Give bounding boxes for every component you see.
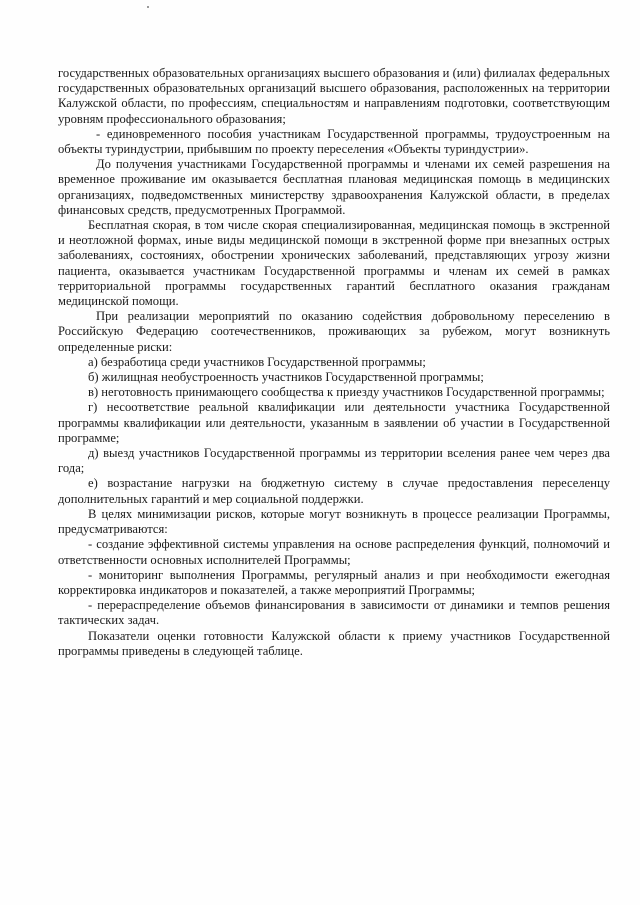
paragraph-emergency-medical-care: Бесплатная скорая, в том числе скорая специализированная, медицинская помощь в экстренной и неотложной формах, иные виды медицинской помощи в экстренной форме при внезапных острых заболеваниях, состояниях, обострении хронических заболеваний, представляющих угрозу жизни пациента, оказывается участникам Государственной программы и членам их семей в рамках территориальной программы государственных гарантий бесплатного оказания гражданам медицинской помощи. bbox=[58, 218, 610, 309]
paragraph-readiness-indicators: Показатели оценки готовности Калужской области к приему участников Государственной программы приведены в следующей таблице. bbox=[58, 628, 610, 658]
paragraph-risk-mitigation-intro: В целях минимизации рисков, которые могут возникнуть в процессе реализации Программы, предусматриваются: bbox=[58, 506, 610, 537]
paragraph-risks-intro: При реализации мероприятий по оказанию содействия добровольному переселению в Российскую Федерацию соотечественников, проживающих за рубежом, могут возникнуть определенные риски: bbox=[58, 309, 610, 354]
risk-item-v: в) неготовность принимающего сообщества к приезду участников Государственной программы; bbox=[88, 385, 605, 400]
paragraph-tourism-allowance: - единовременного пособия участникам Государственной программы, трудоустроенным на объекты туриндустрии, прибывшим по проекту переселения «Объекты туриндустрии». bbox=[58, 126, 610, 157]
risk-item-e: е) возрастание нагрузки на бюджетную систему в случае предоставления переселенцу дополнительных гарантий и мер социальной поддержки. bbox=[58, 476, 610, 506]
mitigation-item-financing: - перераспределение объемов финансирования в зависимости от динамики и темпов решения тактических задач. bbox=[58, 598, 610, 628]
mitigation-item-management: - создание эффективной системы управления на основе распределения функций, полномочий и ответственности основных исполнителей Программы; bbox=[58, 537, 610, 567]
risk-item-b: б) жилищная необустроенность участников Государственной программы; bbox=[88, 370, 484, 385]
risk-item-g: г) несоответствие реальной квалификации или деятельности участника Государственной программы квалификации или деятельности, указанным в заявлении об участии в Государственной программе; bbox=[58, 400, 610, 445]
risk-item-a: а) безработица среди участников Государственной программы; bbox=[88, 354, 426, 369]
scan-artifact-dot bbox=[147, 6, 149, 8]
paragraph-planned-medical-care: До получения участниками Государственной программы и членами их семей разрешения на временное проживание им оказывается бесплатная плановая медицинская помощь в медицинских организациях, подведомственных министерству здравоохранения Калужской области, в пределах финансовых средств, предусмотренных Программой. bbox=[58, 157, 610, 217]
risk-item-d: д) выезд участников Государственной программы из территории вселения ранее чем через два года; bbox=[58, 446, 610, 476]
mitigation-item-monitoring: - мониторинг выполнения Программы, регулярный анализ и при необходимости ежегодная корректировка индикаторов и показателей, а также мероприятий Программы; bbox=[58, 567, 610, 597]
document-body bbox=[58, 66, 610, 659]
paragraph-education-continuation: государственных образовательных организациях высшего образования и (или) филиалах федеральных государственных образовательных организаций высшего образования, расположенных на территории Калужской области, по профессиям, специальностям и направлениям подготовки, соответствующим уровням профессионального образования; bbox=[58, 66, 610, 126]
